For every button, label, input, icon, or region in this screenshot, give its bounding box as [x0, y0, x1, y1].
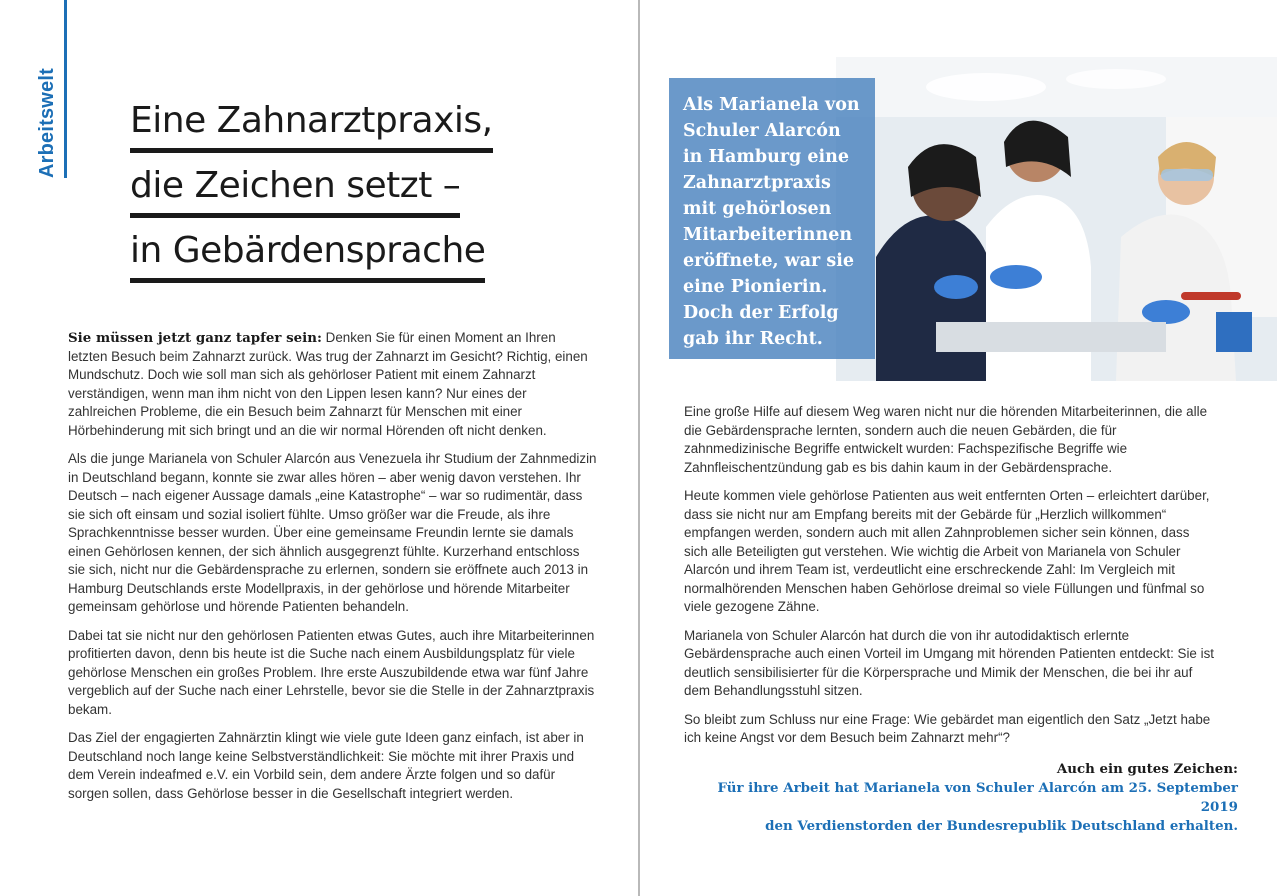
left-page	[0, 0, 638, 896]
headline-line-3: in Gebärdensprache	[130, 230, 485, 283]
left-text-column	[68, 329, 598, 813]
photo-illustration	[836, 57, 1277, 381]
paragraph-8: So bleibt zum Schluss nur eine Frage: Wie gebärdet man eigentlich den Satz „Jetzt habe ich keine Angst vor dem Besuch beim Zahnarzt mehr“?	[684, 711, 1211, 745]
paragraph-6: Heute kommen viele gehörlose Patienten aus weit entfernten Orten – erleichtert darüber, dass sie nicht nur am Empfang bereits mit der Gebärde für „Herzlich willkommen“ empfangen werden, sondern auch mit allen Zahnproblemen sicher sein können, dass sich alle Beteiligten gut verstehen. Wie wichtig die Arbeit von Marianela von Schuler Alarcón und ihrem Team ist, verdeutlicht eine erschreckende Zahl: Im Vergleich mit normalhörenden Menschen haben Gehörlose dreimal so viele Füllungen und fünfmal so viele gezogene Zähne.	[684, 488, 1210, 614]
article-headline	[130, 100, 570, 295]
paragraph-5: Eine große Hilfe auf diesem Weg waren nicht nur die hörenden Mitarbeiterinnen, die alle die Gebärdensprache lernten, sondern auch die neuen Gebärden, die für zahnmedizinische Begriffe entwickelt wurden: Fachspezifische Begriffe wie Zahnfleischentzündung gab es bis dahin kaum in der Gebärdensprache.	[684, 404, 1208, 475]
paragraph-4: Das Ziel der engagierten Zahnärztin klingt wie viele gute Ideen ganz einfach, ist aber in Deutschland noch lange keine Selbstverständlichkeit: Sie möchte mit ihrer Praxis und dem Verein indeafmed e.V. ein Vorbild sein, dem andere Ärzte folgen und so dafür sorgen sollen, dass Gehörlose besser in die Gesellschaft integriert werden.	[68, 730, 584, 801]
paragraph-3: Dabei tat sie nicht nur den gehörlosen Patienten etwas Gutes, auch ihre Mitarbeiterinnen profitierten davon, denn bis heute ist die Suche nach einem Ausbildungsplatz für viele gehörlose Menschen ein großes Problem. Ihre erste Auszubildende etwa war fünf Jahre vergeblich auf der Suche nach einer Lehrstelle, bevor sie die Stelle in der Zahnarztpraxis bekam.	[68, 627, 595, 717]
lead-in: Sie müssen jetzt ganz tapfer sein:	[68, 330, 322, 346]
headline-line-2: die Zeichen setzt –	[130, 165, 460, 218]
closing-line-2: den Verdienstorden der Bundesrepublik Deutschland erhalten.	[765, 818, 1238, 834]
section-label: Arbeitswelt	[36, 67, 58, 178]
paragraph-7: Marianela von Schuler Alarcón hat durch die von ihr autodidaktisch erlernte Gebärdensprache auch einen Vorteil im Umgang mit hörenden Patienten entdeckt: Sie ist deutlich sensibilisierter für die Körpersprache und Mimik der Menschen, die bei ihr auf dem Behandlungsstuhl sitzen.	[684, 627, 1214, 698]
closing-note	[678, 760, 1238, 836]
paragraph-intro	[68, 329, 598, 440]
paragraph-2: Als die junge Marianela von Schuler Alarcón aus Venezuela ihr Studium der Zahnmedizin in Deutschland begann, konnte sie zwar alles hören – aber wenig davon verstehen. Ihr Deutsch – nach eigener Aussage damals „eine Katastrophe“ – war so rudimentär, dass sie sich oft einsam und sozial isoliert fühlte. Umso größer war die Freude, als ihre Sprachkenntnisse besser wurden. Über eine gemeinsame Freundin lernte sie damals einen Gehörlosen kennen, der sich ähnlich ausgegrenzt fühlte. Kurzerhand entschloss sie sich, nicht nur die Gebärdensprache zu erlernen, sondern sie eröffnete auch 2013 in Hamburg Deutschlands erste Modellpraxis, in der gehörlose und hörende Mitarbeiter gemeinsam gehörlose und hörende Patienten behandeln.	[68, 451, 597, 614]
dental-team-photo	[836, 57, 1277, 381]
right-page	[640, 0, 1277, 896]
paragraph-intro-text: Denken Sie für einen Moment an Ihren letzten Besuch beim Zahnarzt zurück. Was trug der Zahnarzt im Gesicht? Richtig, einen Mundschutz. Doch wie soll man sich als gehörloser Patient mit einem Zahnarzt verständigen, wenn man ihm nicht von den Lippen lesen kann? Nur eines der zahlreichen Probleme, die ein Besuch beim Zahnarzt für Menschen mit einer Hörbehinderung mit sich bringt und an die wir normal Hörenden oft nicht denken.	[68, 330, 588, 438]
right-text-column	[684, 403, 1214, 758]
closing-heading: Auch ein gutes Zeichen:	[1056, 761, 1238, 777]
section-tab-bar	[64, 0, 67, 178]
closing-line-1: Für ihre Arbeit hat Marianela von Schuler Alarcón am 25. September 2019	[717, 780, 1238, 815]
pull-quote: Als Marianela von Schuler Alarcón in Hamburg eine Zahnarztpraxis mit gehörlosen Mitarbeiterinnen eröffnete, war sie eine Pionierin. Doch der Erfolg gab ihr Recht.	[669, 78, 875, 359]
headline-line-1: Eine Zahnarztpraxis,	[130, 100, 493, 153]
